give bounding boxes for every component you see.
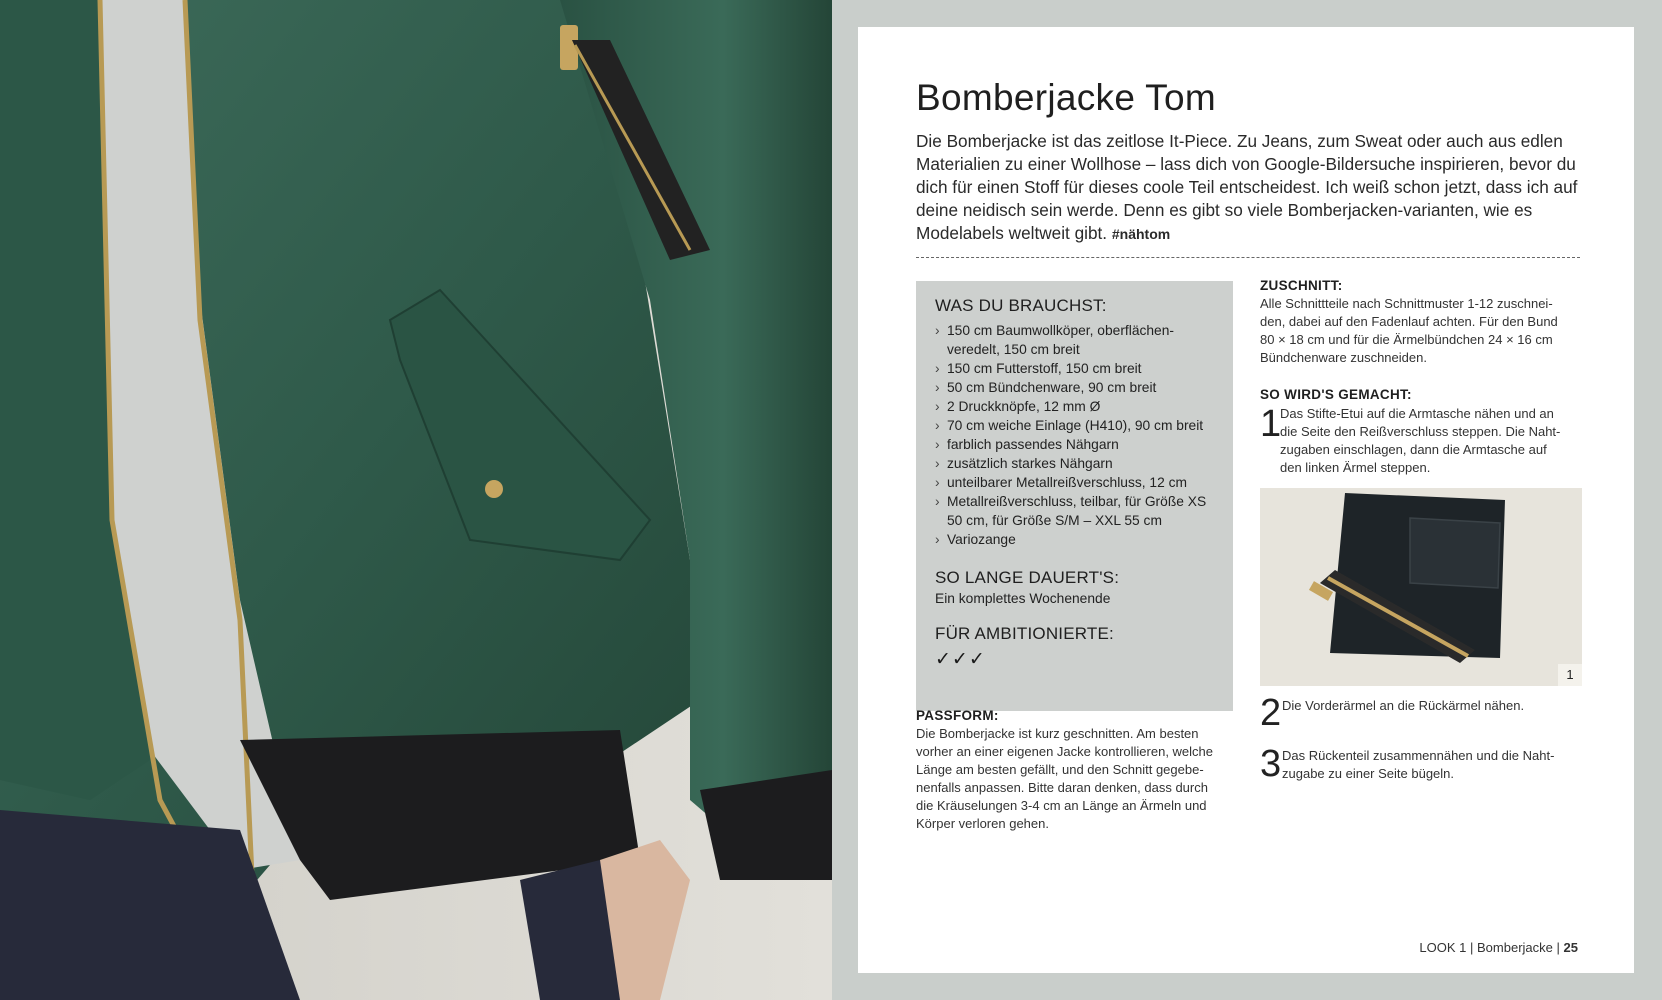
chevron-right-icon: ›: [935, 494, 940, 509]
page-footer: [1419, 940, 1578, 955]
footer-sep: |: [1556, 940, 1560, 955]
list-item: › Variozange: [935, 532, 1016, 547]
cutting-heading: ZUSCHNITT:: [1260, 278, 1343, 293]
step-text-1: Das Stifte-Etui auf die Armtasche nähen und an die Seite den Reißverschluss steppen. Die Naht-zugaben einschlagen, dann die Armtasche auf den linken Ärmel steppen.: [1280, 406, 1561, 475]
difficulty-checkmarks: ✓✓✓: [935, 649, 986, 670]
list-item: › 70 cm weiche Einlage (H410), 90 cm breit: [935, 418, 1204, 433]
list-item: › 2 Druckknöpfe, 12 mm Ø: [935, 399, 1101, 414]
page-number: 25: [1563, 940, 1578, 955]
dashed-divider: [916, 257, 1580, 258]
step-photo-label: 1: [1558, 664, 1582, 686]
step-text-2: Die Vorderärmel an die Rückärmel nähen.: [1282, 698, 1525, 713]
hashtag: #nähtom: [1111, 226, 1171, 242]
cutting-text: Alle Schnittteile nach Schnittmuster 1-12 zuschnei-den, dabei auf den Fadenlauf achten. Für den Bund 80 × 18 cm und für die Ärmelbündchen 24 × 16 cm Bündchenware zuschneiden.: [1260, 296, 1558, 365]
step-photo: [1260, 488, 1582, 686]
list-item: › Metallreißverschluss, teilbar, für Größe XS 50 cm, für Größe S/M – XXL 55 cm: [935, 494, 1207, 528]
materials-list: [935, 321, 1225, 549]
list-item: › 150 cm Baumwollköper, oberflächen-veredelt, 150 cm breit: [935, 323, 1175, 357]
article-title: Bomberjacke Tom: [916, 77, 1216, 118]
chevron-right-icon: ›: [935, 532, 940, 547]
chevron-right-icon: ›: [935, 399, 940, 414]
materials-heading: WAS DU BRAUCHST:: [935, 296, 1107, 315]
step-number-1: 1: [1260, 403, 1282, 445]
difficulty-heading: FÜR AMBITIONIERTE:: [935, 624, 1114, 643]
footer-look: LOOK 1: [1419, 940, 1467, 955]
step-number-2: 2: [1260, 692, 1282, 734]
article-page: [858, 27, 1634, 973]
chevron-right-icon: ›: [935, 323, 940, 338]
list-item: › zusätzlich starkes Nähgarn: [935, 456, 1113, 471]
list-item: › unteilbarer Metallreißverschluss, 12 cm: [935, 475, 1187, 490]
duration-value: Ein komplettes Wochenende: [935, 591, 1111, 606]
chevron-right-icon: ›: [935, 361, 940, 376]
chevron-right-icon: ›: [935, 475, 940, 490]
chevron-right-icon: ›: [935, 380, 940, 395]
chevron-right-icon: ›: [935, 456, 940, 471]
fit-heading: PASSFORM:: [916, 708, 999, 723]
step-text-3: Das Rückenteil zusammennähen und die Naht-zugabe zu einer Seite bügeln.: [1282, 748, 1555, 781]
list-item: › farblich passendes Nähgarn: [935, 437, 1119, 452]
intro-text: Die Bomberjacke ist das zeitlose It-Piece. Zu Jeans, zum Sweat oder auch aus edlen Materialien zu einer Wollhose – lass dich von Google-Bildersuche inspirieren, bevor du dich für einen Stoff für dieses coole Teil entscheidest. Ich weiß schon jetzt, dass ich auf deine neidisch sein werde. Denn es gibt so viele Bomberjacken-varianten, wie es Modelabels weltweit gibt.: [916, 131, 1578, 243]
list-item: › 150 cm Futterstoff, 150 cm breit: [935, 361, 1142, 376]
article-intro: [916, 130, 1586, 246]
howto-heading: SO WIRD'S GEMACHT:: [1260, 387, 1412, 402]
chevron-right-icon: ›: [935, 437, 940, 452]
chevron-right-icon: ›: [935, 418, 940, 433]
fit-text: Die Bomberjacke ist kurz geschnitten. Am besten vorher an einer eigenen Jacke kontrollieren, welche Länge am besten gefällt, und den Schnitt gegebe-nenfalls anpassen. Bitte daran denken, dass durch die Kräuselungen 3-4 cm an Länge an Ärmeln und Körper verloren gehen.: [916, 726, 1214, 831]
footer-sep: |: [1470, 940, 1474, 955]
duration-heading: SO LANGE DAUERT'S:: [935, 568, 1120, 587]
list-item: › 50 cm Bündchenware, 90 cm breit: [935, 380, 1157, 395]
materials-box: [916, 281, 1233, 711]
footer-section: Bomberjacke: [1477, 940, 1553, 955]
step-number-3: 3: [1260, 743, 1282, 785]
